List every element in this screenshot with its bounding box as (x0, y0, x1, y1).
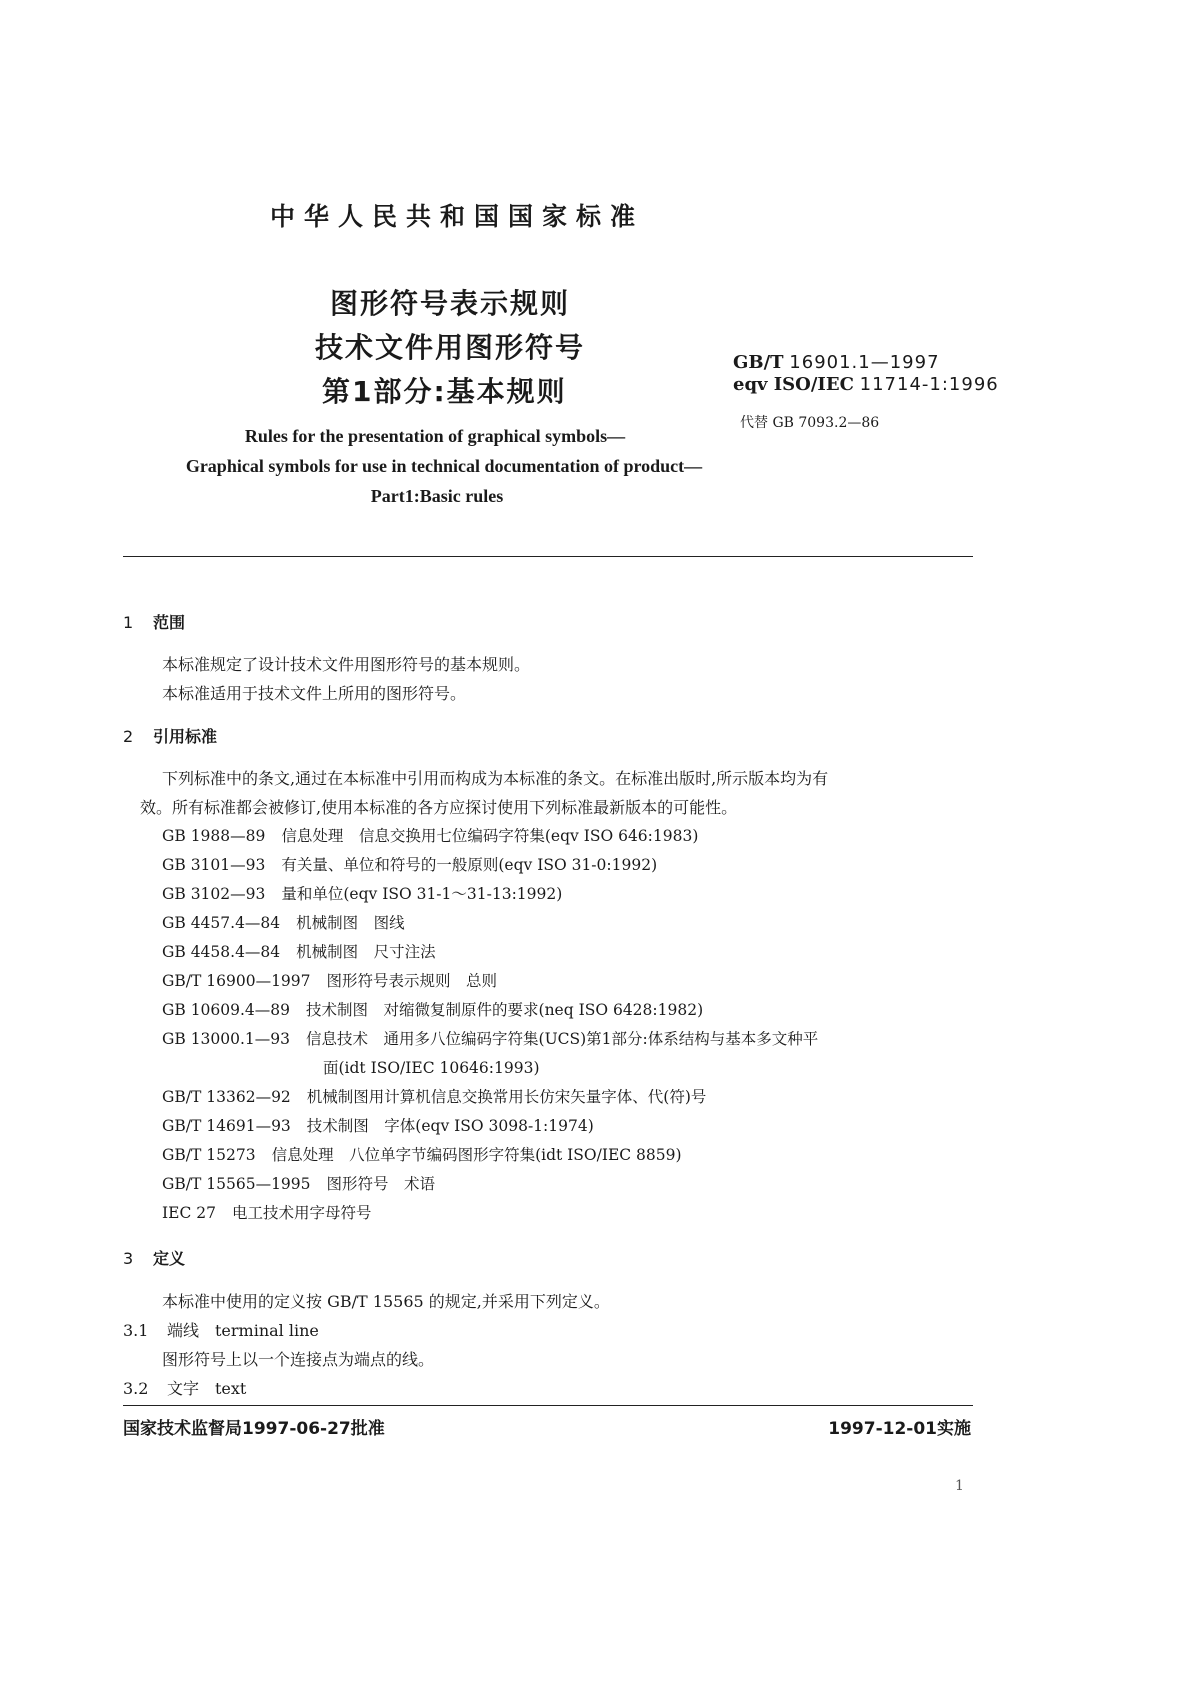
replaces-note: 代替 GB 7093.2—86 (740, 415, 880, 431)
english-title-line-1: Rules for the presentation of graphical symbols— (244, 426, 626, 446)
approval-date: 国家技术监督局1997-06-27批准 (123, 1419, 385, 1439)
reference-item: GB/T 15273 信息处理 八位单字节编码图形字符集(idt ISO/IEC 8859) (162, 1146, 682, 1164)
section-2-number: 2 (123, 727, 134, 746)
header-divider (123, 556, 973, 557)
reference-item: GB 13000.1—93 信息技术 通用多八位编码字符集(UCS)第1部分:体系结构与基本多文种平 (162, 1030, 819, 1048)
reference-item: GB 3101—93 有关量、单位和符号的一般原则(eqv ISO 31-0:1992) (162, 856, 658, 874)
section-2-intro-line-1: 下列标准中的条文,通过在本标准中引用而构成为本标准的条文。在标准出版时,所示版本均为有 (162, 769, 829, 788)
definition-3-2-number: 3.2 (123, 1379, 149, 1398)
english-title-line-3: Part1:Basic rules (370, 486, 504, 506)
eqv-number: 11714-1:1996 (859, 374, 999, 395)
footer-divider (123, 1405, 973, 1406)
reference-item: GB 10609.4—89 技术制图 对缩微复制原件的要求(neq ISO 6428:1982) (162, 1001, 704, 1019)
code-prefix: GB/T (733, 352, 784, 373)
reference-item: GB 3102—93 量和单位(eqv ISO 31-1～31-13:1992) (162, 885, 563, 903)
section-2-title: 引用标准 (153, 727, 218, 746)
section-1-title: 范围 (153, 613, 186, 632)
reference-item: GB/T 14691—93 技术制图 字体(eqv ISO 3098-1:1974) (162, 1117, 594, 1135)
code-number: 16901.1—1997 (789, 352, 940, 373)
english-title-line-2: Graphical symbols for use in technical documentation of product— (185, 456, 703, 476)
section-3-intro: 本标准中使用的定义按 GB/T 15565 的规定,并采用下列定义。 (162, 1292, 610, 1311)
section-1-heading (123, 610, 185, 633)
definition-3-1-number: 3.1 (123, 1321, 149, 1340)
section-2-intro-line-2: 效。所有标准都会被修订,使用本标准的各方应探讨使用下列标准最新版本的可能性。 (140, 798, 738, 817)
definition-3-1 (123, 1316, 319, 1345)
section-1-number: 1 (123, 613, 134, 632)
standard-code-block (733, 352, 999, 396)
section-3-heading (123, 1246, 185, 1269)
reference-item: GB/T 16900—1997 图形符号表示规则 总则 (162, 972, 498, 990)
reference-item: GB 4457.4—84 机械制图 图线 (162, 914, 405, 932)
reference-item: GB/T 15565—1995 图形符号 术语 (162, 1175, 436, 1193)
definition-3-1-text: 图形符号上以一个连接点为端点的线。 (162, 1350, 435, 1369)
definition-3-2-term: 文字 text (167, 1379, 247, 1398)
reference-item: GB 4458.4—84 机械制图 尺寸注法 (162, 943, 436, 961)
section-1-para-1: 本标准规定了设计技术文件用图形符号的基本规则。 (162, 655, 531, 674)
title-line-2: 技术文件用图形符号 (315, 331, 586, 364)
title-line-3: 第1部分:基本规则 (322, 375, 567, 408)
section-3-number: 3 (123, 1249, 134, 1268)
national-standard-heading: 中华人民共和国国家标准 (270, 202, 645, 231)
effective-date: 1997-12-01实施 (828, 1419, 971, 1439)
reference-item: GB 1988—89 信息处理 信息交换用七位编码字符集(eqv ISO 646:1983) (162, 827, 699, 845)
section-2-heading (123, 724, 217, 747)
eqv-prefix: eqv ISO/IEC (733, 374, 854, 395)
definition-3-2 (123, 1374, 246, 1403)
title-line-1: 图形符号表示规则 (330, 287, 571, 320)
section-3-title: 定义 (153, 1249, 186, 1268)
definition-3-1-term: 端线 terminal line (167, 1321, 319, 1340)
section-1-para-2: 本标准适用于技术文件上所用的图形符号。 (162, 684, 467, 703)
reference-item-continuation: 面(idt ISO/IEC 10646:1993) (323, 1059, 540, 1077)
page-number: 1 (955, 1478, 964, 1494)
reference-item: GB/T 13362—92 机械制图用计算机信息交换常用长仿宋矢量字体、代(符)号 (162, 1088, 707, 1106)
reference-item: IEC 27 电工技术用字母符号 (162, 1204, 372, 1222)
